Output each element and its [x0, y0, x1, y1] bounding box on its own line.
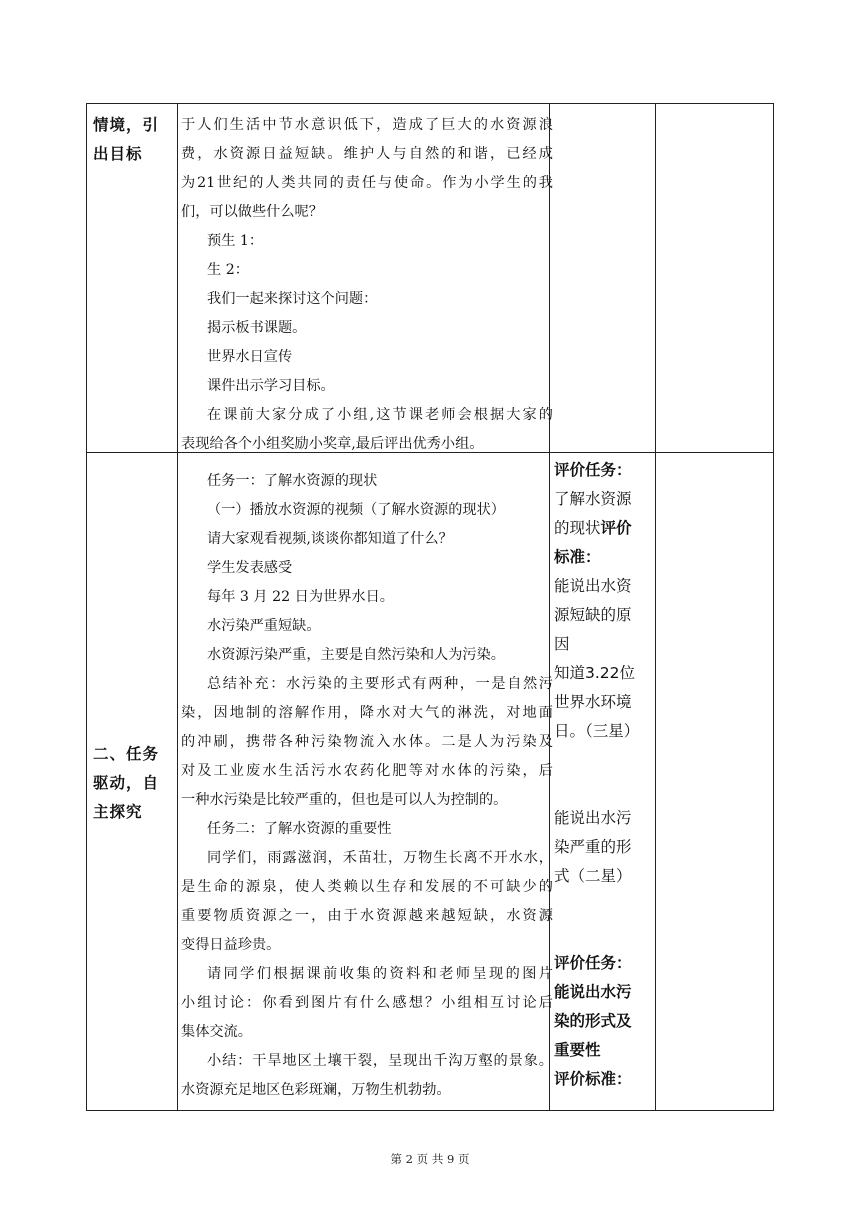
text-line: 对及工业废水生活污水农药化肥等对水体的污染，后 [181, 763, 553, 779]
text-line: 同学们，雨露滋润，禾苗壮，万物生长离不开水水， [207, 850, 553, 866]
evaluation-line [554, 630, 654, 659]
evaluation-text: 源短缺的原 [554, 606, 632, 624]
evaluation-text: 因 [554, 635, 570, 653]
text-line: 在课前大家分成了小组,这节课老师会根据大家的 [207, 407, 553, 423]
evaluation-text: 评价标准： [554, 1070, 632, 1088]
text-line: 请大家观看视频,谈谈你都知道了什么？ [207, 531, 453, 547]
stage-cell-1 [93, 111, 173, 169]
stage-line: 主探究 [93, 803, 143, 821]
text-line: 水资源污染严重，主要是自然污染和人为污染。 [207, 647, 505, 663]
column-divider [177, 104, 178, 1110]
evaluation-line [554, 746, 654, 775]
text-line: 任务二：了解水资源的重要性 [207, 821, 392, 837]
evaluation-line [554, 659, 654, 688]
text-line: 揭示板书课题。 [207, 320, 307, 336]
evaluation-line [554, 572, 654, 601]
text-line: 水资源充足地区色彩斑斓，万物生机勃勃。 [181, 1082, 451, 1098]
evaluation-line [554, 775, 654, 804]
content-cell-2 [181, 467, 553, 1105]
evaluation-line [554, 1007, 654, 1036]
evaluation-line [554, 485, 654, 514]
text-line: 小结：干旱地区土壤干裂，呈现出千沟万壑的景象。 [207, 1053, 553, 1069]
evaluation-line [554, 804, 654, 833]
evaluation-text: 能说出水污 [554, 983, 632, 1001]
text-line: 总结补充：水污染的主要形式有两种，一是自然污 [207, 676, 553, 692]
text-line: 为21世纪的人类共同的责任与使命。作为小学生的我 [181, 175, 553, 191]
evaluation-line [554, 949, 654, 978]
text-line: （一）播放水资源的视频（了解水资源的现状） [207, 502, 505, 518]
evaluation-line [554, 920, 654, 949]
evaluation-text: 能说出水资 [554, 577, 632, 595]
lesson-plan-table [86, 103, 774, 1111]
text-line: 表现给各个小组奖励小奖章,最后评出优秀小组。 [181, 436, 484, 452]
text-line: 任务一：了解水资源的现状 [207, 473, 378, 489]
text-line: 生 2： [207, 262, 249, 278]
text-line: 是生命的源泉，使人类赖以生存和发展的不可缺少的 [181, 879, 553, 895]
text-line: 们，可以做些什么呢？ [181, 204, 323, 220]
content-cell-1 [181, 111, 553, 459]
text-line: 我们一起来探讨这个问题： [207, 291, 378, 307]
evaluation-text: 日。（三星） [554, 722, 640, 740]
page-footer: 第 2 页 共 9 页 [390, 1152, 470, 1166]
text-line: 小组讨论：你看到图片有什么感想？小组相互讨论后 [181, 995, 553, 1011]
evaluation-line [554, 833, 654, 862]
text-line: 费，水资源日益短缺。维护人与自然的和谐，已经成 [181, 146, 553, 162]
evaluation-text: 标准： [554, 548, 601, 566]
evaluation-text: 的现状 [554, 519, 601, 537]
text-line: 请同学们根据课前收集的资料和老师呈现的图片 [207, 966, 553, 982]
stage-line: 驱动，自 [93, 774, 160, 792]
text-line: 预生 1： [207, 233, 264, 249]
evaluation-text: 评价任务： [554, 461, 632, 479]
evaluation-text: 知道3.22位 [554, 664, 636, 682]
evaluation-text: 世界水环境 [554, 693, 632, 711]
stage-cell-2 [93, 740, 173, 827]
evaluation-cell [554, 456, 654, 1094]
evaluation-text: 了解水资源 [554, 490, 632, 508]
stage-line: 二、任务 [93, 745, 160, 763]
evaluation-text: 能说出水污 [554, 809, 632, 827]
evaluation-text: 重要性 [554, 1041, 601, 1059]
text-line: 染，因地制的溶解作用，降水对大气的淋洗，对地面 [181, 705, 553, 721]
evaluation-line [554, 688, 654, 717]
text-line: 的冲刷，携带各种污染物流入水体。二是人为污染及 [181, 734, 553, 750]
evaluation-text-suffix: 评价 [600, 519, 632, 537]
evaluation-text: 式（二星） [554, 867, 632, 885]
text-line: 变得日益珍贵。 [181, 937, 281, 953]
evaluation-text: 评价任务： [554, 954, 632, 972]
text-line: 一种水污染是比较严重的，但也是可以人为控制的。 [181, 792, 508, 808]
text-line: 于人们生活中节水意识低下，造成了巨大的水资源浪 [181, 117, 553, 133]
evaluation-line [554, 717, 654, 746]
evaluation-text: 染严重的形 [554, 838, 632, 856]
evaluation-line [554, 456, 654, 485]
evaluation-line [554, 862, 654, 891]
stage-line: 出目标 [93, 145, 143, 163]
evaluation-line [554, 514, 654, 543]
evaluation-line [554, 891, 654, 920]
evaluation-line [554, 978, 654, 1007]
text-line: 重要物质资源之一，由于水资源越来越短缺，水资源 [181, 908, 553, 924]
column-divider [655, 104, 656, 1110]
evaluation-line [554, 1036, 654, 1065]
evaluation-line [554, 543, 654, 572]
text-line: 学生发表感受 [207, 560, 293, 576]
evaluation-line [554, 601, 654, 630]
text-line: 课件出示学习目标。 [207, 378, 335, 394]
text-line: 水污染严重短缺。 [207, 618, 321, 634]
stage-line: 情境，引 [93, 116, 160, 134]
text-line: 集体交流。 [181, 1024, 252, 1040]
text-line: 每年 3 月 22 日为世界水日。 [207, 589, 394, 605]
text-line: 世界水日宣传 [207, 349, 293, 365]
evaluation-line [554, 1065, 654, 1094]
evaluation-text: 染的形式及 [554, 1012, 632, 1030]
